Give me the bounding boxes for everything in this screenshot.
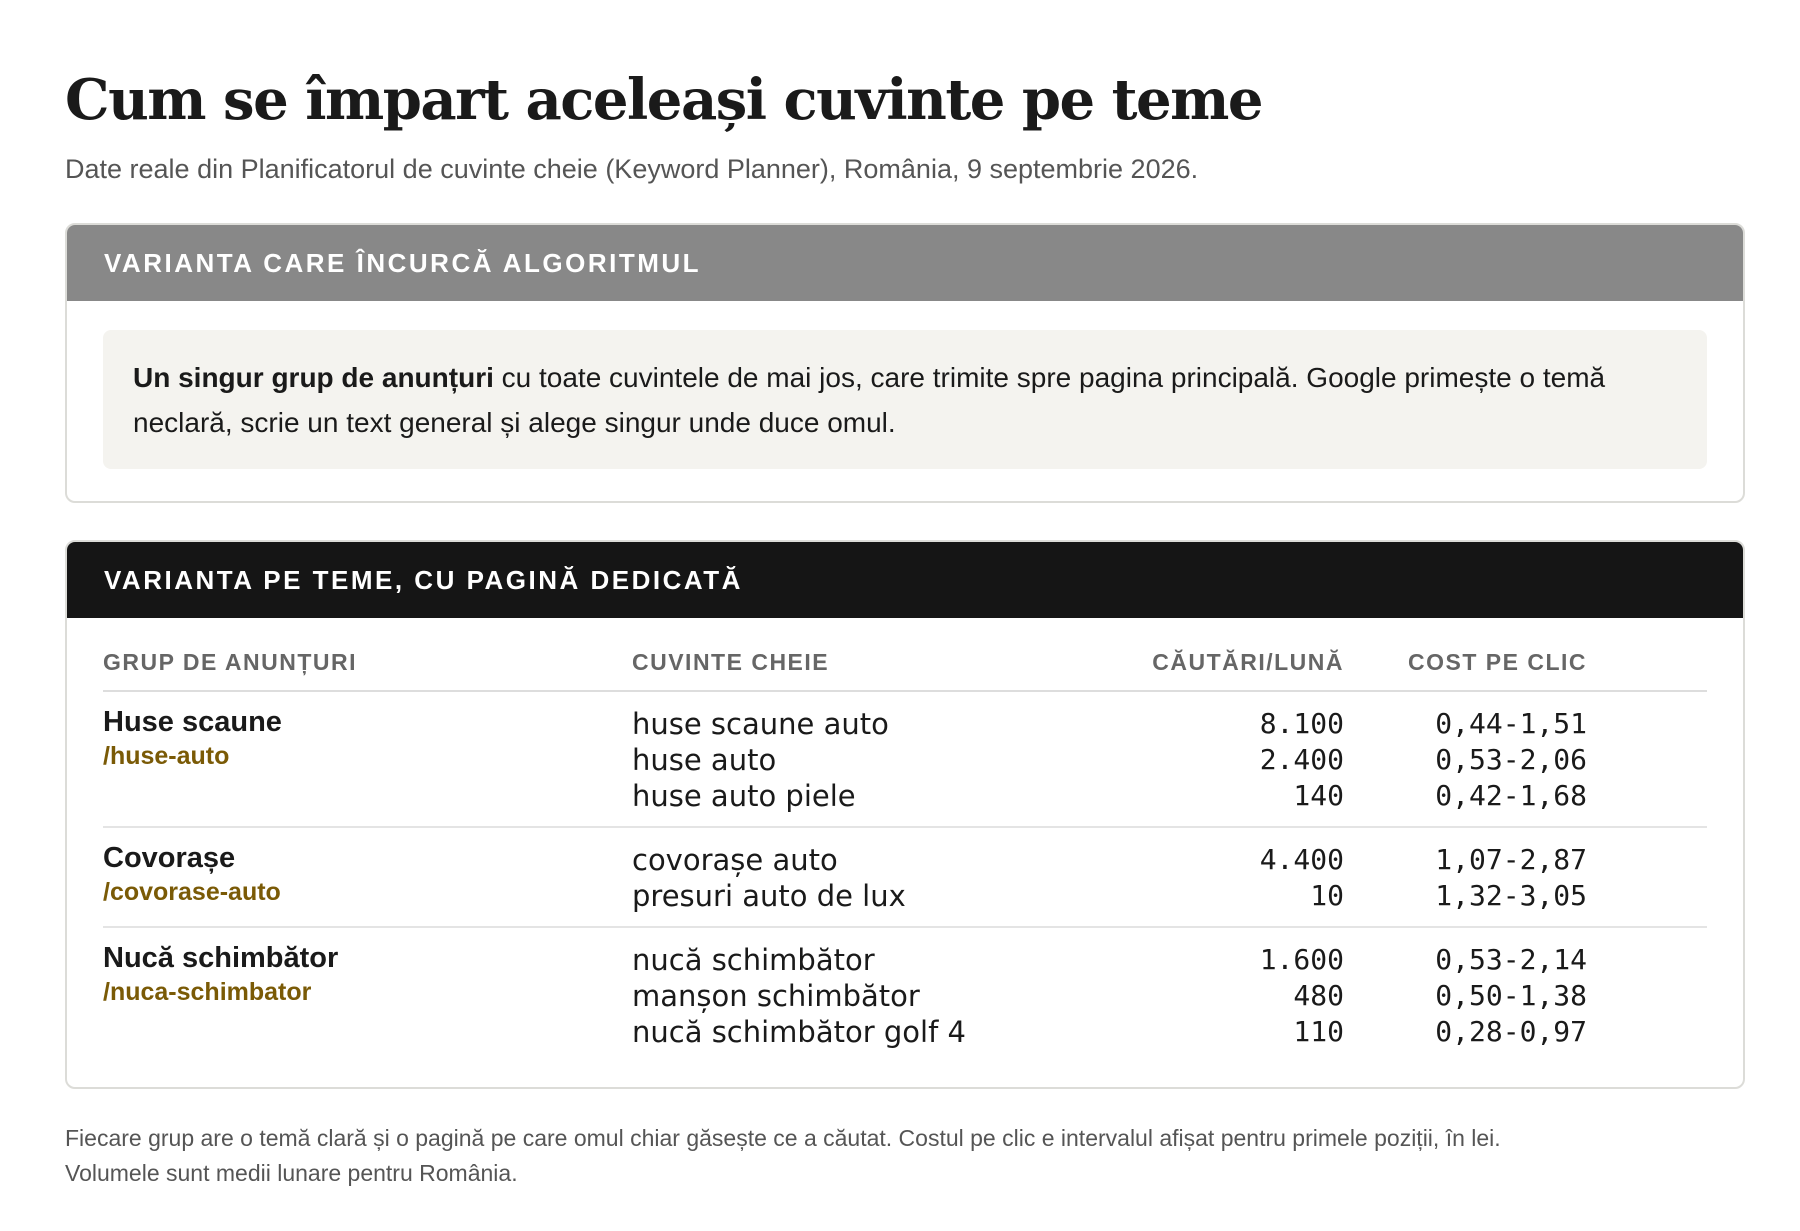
cost-per-click: 1,07-2,87 — [1435, 843, 1587, 876]
cpc-cell — [1344, 706, 1587, 814]
group-cell — [103, 706, 632, 814]
volume-cell — [1127, 942, 1344, 1050]
bad-variant-heading: VARIANTA CARE ÎNCURCĂ ALGORITMUL — [67, 225, 1743, 301]
table-row — [103, 692, 1707, 828]
cost-per-click: 0,50-1,38 — [1435, 979, 1587, 1012]
bad-variant-note-bold: Un singur grup de anunțuri — [133, 362, 494, 393]
monthly-searches: 10 — [1310, 879, 1344, 912]
cpc-cell — [1344, 942, 1587, 1050]
keywords-cell — [632, 942, 1127, 1050]
table-row — [103, 928, 1707, 1062]
monthly-searches: 140 — [1293, 779, 1344, 812]
column-header-keywords: CUVINTE CHEIE — [632, 649, 830, 675]
keyword: huse scaune auto — [632, 707, 889, 741]
cost-per-click: 0,42-1,68 — [1435, 779, 1587, 812]
keyword: nucă schimbător — [632, 943, 875, 977]
group-landing-path: /covorase-auto — [103, 878, 281, 906]
keywords-cell — [632, 706, 1127, 814]
monthly-searches: 2.400 — [1259, 743, 1344, 776]
table-body — [103, 692, 1707, 1062]
group-name: Covorașe — [103, 842, 236, 874]
monthly-searches: 4.400 — [1259, 843, 1344, 876]
keyword: covorașe auto — [632, 843, 838, 877]
cost-per-click: 0,53-2,06 — [1435, 743, 1587, 776]
ad-groups-table — [103, 618, 1707, 1062]
keywords-cell — [632, 842, 1127, 914]
group-cell — [103, 942, 632, 1050]
volume-cell — [1127, 842, 1344, 914]
column-header-cpc: COST PE CLIC — [1407, 649, 1587, 675]
footnote — [65, 1121, 1765, 1191]
group-name: Nucă schimbător — [103, 942, 339, 974]
keyword: huse auto piele — [632, 779, 856, 813]
group-cell — [103, 842, 632, 914]
group-landing-path: /nuca-schimbator — [103, 978, 312, 1006]
good-variant-card — [65, 540, 1745, 1089]
cost-per-click: 1,32-3,05 — [1435, 879, 1587, 912]
column-header-volume: CĂUTĂRI/LUNĂ — [1152, 649, 1344, 675]
keyword: manșon schimbător — [632, 979, 920, 1013]
footnote-line-1: Fiecare grup are o temă clară și o pagină pe care omul chiar găsește ce a căutat. Costul pe clic e intervalul afișat pentru primele poziții, în lei. — [65, 1125, 1501, 1151]
volume-cell — [1127, 706, 1344, 814]
bad-variant-note — [103, 330, 1707, 469]
monthly-searches: 8.100 — [1259, 707, 1344, 740]
column-header-group: GRUP DE ANUNȚURI — [103, 649, 358, 675]
cost-per-click: 0,44-1,51 — [1435, 707, 1587, 740]
monthly-searches: 110 — [1293, 1015, 1344, 1048]
page-subtitle: Date reale din Planificatorul de cuvinte cheie (Keyword Planner), România, 9 septembrie 2026. — [65, 154, 1199, 184]
cost-per-click: 0,28-0,97 — [1435, 1015, 1587, 1048]
table-row — [103, 828, 1707, 928]
bad-variant-card — [65, 223, 1745, 503]
table-header — [103, 618, 1707, 692]
monthly-searches: 480 — [1293, 979, 1344, 1012]
page-title: Cum se împart aceleași cuvinte pe teme — [65, 67, 1263, 133]
group-name: Huse scaune — [103, 706, 282, 738]
group-landing-path: /huse-auto — [103, 742, 230, 770]
keyword: nucă schimbător golf 4 — [632, 1015, 966, 1049]
good-variant-heading: VARIANTA PE TEME, CU PAGINĂ DEDICATĂ — [67, 542, 1743, 618]
cpc-cell — [1344, 842, 1587, 914]
cost-per-click: 0,53-2,14 — [1435, 943, 1587, 976]
keyword: huse auto — [632, 743, 777, 777]
footnote-line-2: Volumele sunt medii lunare pentru România. — [65, 1160, 518, 1186]
monthly-searches: 1.600 — [1259, 943, 1344, 976]
bad-variant-note-text: cu toate cuvintele de mai jos, care trimite spre pagina principală. Google primește o temă neclară, scrie un text general și alege singur unde duce omul. — [133, 362, 1606, 438]
page — [65, 58, 1745, 1186]
keyword: presuri auto de lux — [632, 879, 906, 913]
